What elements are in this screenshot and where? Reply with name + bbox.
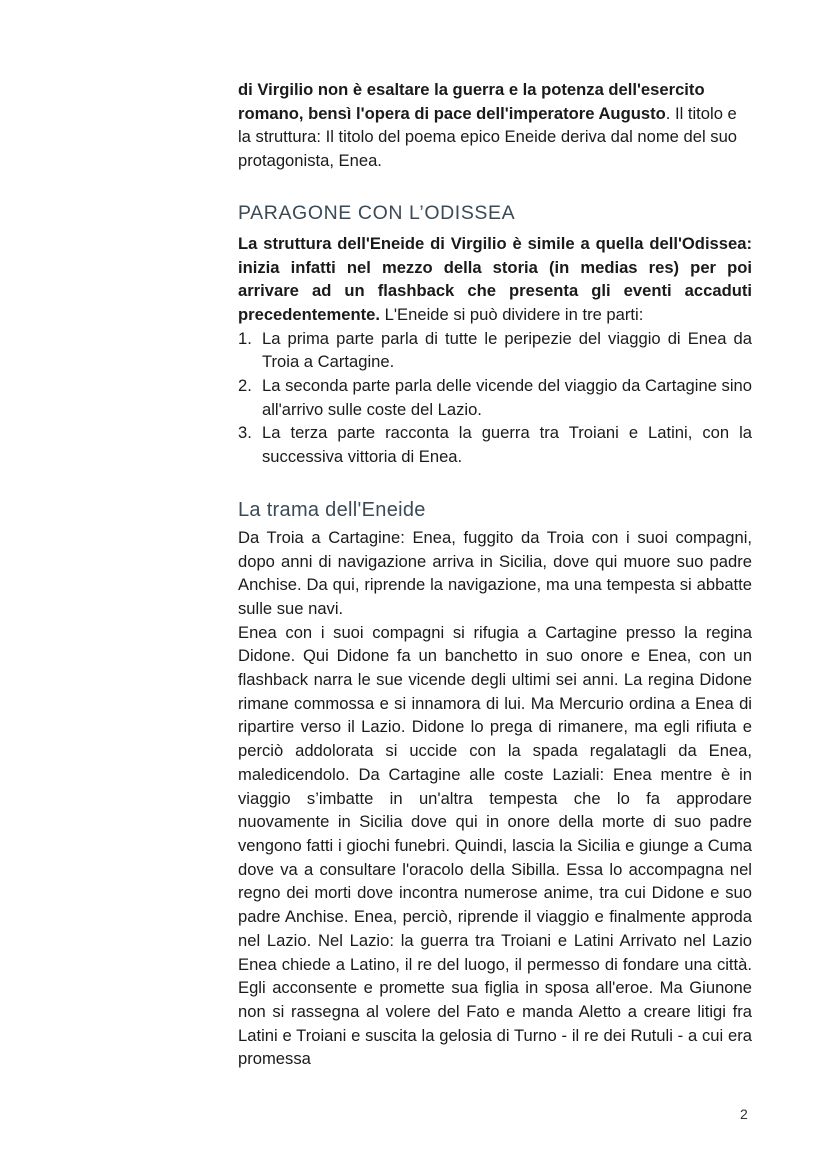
page-number: 2 bbox=[740, 1106, 748, 1122]
list-item bbox=[238, 374, 752, 421]
section-heading-odissea: PARAGONE CON L’ODISSEA bbox=[238, 201, 516, 224]
list-number: 1. bbox=[238, 328, 252, 348]
list-number: 2. bbox=[238, 376, 252, 396]
list-text: La terza parte racconta la guerra tra Troiani e Latini, con la successiva vittoria di Enea. bbox=[262, 423, 752, 467]
list-item bbox=[238, 327, 752, 374]
structure-text: L'Eneide si può dividere in tre parti: bbox=[380, 304, 644, 324]
plot-paragraph-1: Da Troia a Cartagine: Enea, fuggito da Troia con i suoi compagni, dopo anni di navigazione arriva in Sicilia, dove qui muore suo padre Anchise. Da qui, riprende la navigazione, ma una tempesta si abbatte sulle sue navi. bbox=[238, 527, 752, 618]
parts-list bbox=[238, 327, 752, 469]
plot-paragraph-2: Enea con i suoi compagni si rifugia a Cartagine presso la regina Didone. Qui Didone fa un banchetto in suo onore e Enea, con un flashback narra le sue vicende degli ultimi sei anni. La regina Didone rimane commossa e si innamora di lui. Ma Mercurio ordina a Enea di ripartire verso il Lazio. Didone lo prega di rimanere, ma egli rifiuta e perciò addolorata si uccide con la spada regalatagli da Enea, maledicendolo. Da Cartagine alle coste Laziali: Enea mentre è in viaggio s’imbatte in un'altra tempesta che lo fa approdare nuovamente in Sicilia dove qui in onore della morte di suo padre vengono fatti i giochi funebri. Quindi, lascia la Sicilia e giunge a Cuma dove va a consultare l'oracolo della Sibilla. Essa lo accompagna nel regno dei morti dove incontra numerose anime, tra cui Didone e suo padre Anchise. Enea, perciò, riprende il viaggio e finalmente approda nel Lazio. Nel Lazio: la guerra tra Troiani e Latini Arrivato nel Lazio Enea chiede a Latino, il re del luogo, il permesso di fondare una città. Egli acconsente e promette sua figlia in sposa all'eroe. Ma Giunone non si rassegna al volere del Fato e manda Aletto a creare litigi fra Latini e Troiani e suscita la gelosia di Turno - il re dei Rutuli - a cui era promessa bbox=[238, 622, 752, 1069]
page-content bbox=[238, 78, 752, 1071]
list-number: 3. bbox=[238, 423, 252, 443]
section-heading-trama: La trama dell'Eneide bbox=[238, 498, 426, 521]
intro-bold-text: di Virgilio non è esaltare la guerra e la potenza dell'esercito romano, bensì l'opera di pace dell'imperatore Augusto bbox=[238, 80, 705, 123]
list-text: La seconda parte parla delle vicende del viaggio da Cartagine sino all'arrivo sulle coste del Lazio. bbox=[262, 376, 752, 419]
list-item bbox=[238, 421, 752, 468]
structure-bold-text: La struttura dell'Eneide di Virgilio è simile a quella dell'Odissea: inizia infatti nel mezzo della storia (in medias res) per poi arrivare ad un flashback che presenta gli eventi accaduti precedentemente. bbox=[238, 233, 752, 324]
intro-text: . Il titolo e la struttura: Il titolo del poema epico Eneide deriva dal nome del suo protagonista, Enea. bbox=[238, 103, 738, 171]
list-text: La prima parte parla di tutte le peripezie del viaggio di Enea da Troia a Cartagine. bbox=[262, 328, 752, 372]
structure-paragraph bbox=[238, 232, 752, 327]
intro-paragraph bbox=[238, 78, 752, 173]
